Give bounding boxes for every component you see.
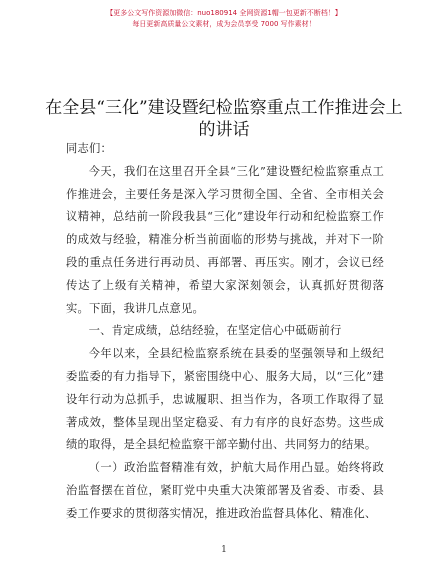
- banner-line-1: 【更多公文写作资源加微信：nuo180914 全网资源1帽一包更新不断档！】: [106, 9, 342, 17]
- salutation: 同志们：: [66, 142, 112, 155]
- page-number: 1: [221, 545, 227, 555]
- paragraph-intro: 今天，我们在这里召开全县“三化”建设暨纪检监察重点工作推进会，主要任务是深入学习贯彻全国、全省、全市相关会议精神，总结前一阶段我县“三化”建设年行动和纪检监察工作的成效与经验，精准分析当前面临的形势与挑战，并对下一阶段的重点任务进行再动员、再部署、再压实。刚才，会议已经传达了上级有关精神，希望大家深刻领会，认真抓好贯彻落实。下面，我讲几点意见。: [66, 164, 384, 315]
- banner-line-2: 每日更新高质量公文素材，成为会员享受 7000 写作素材！: [132, 20, 316, 28]
- section-heading-1: 一、肯定成绩，总结经验，在坚定信心中砥砺前行: [88, 324, 342, 338]
- paragraph-political-supervision: （一）政治监督精准有效，护航大局作用凸显。始终将政治监督摆在首位，紧盯党中央重大决策部署及省委、市委、县委工作要求的贯彻落实情况，推进政治监督具体化、精准化、: [66, 461, 384, 520]
- document-body: [66, 140, 384, 526]
- document-title: 在全县“三化”建设暨纪检监察重点工作推进会上的讲话: [45, 98, 403, 141]
- header-banner: [0, 8, 448, 30]
- paragraph-achievements: 今年以来，全县纪检监察系统在县委的坚强领导和上级纪委监委的有力指导下，紧密围绕中心、服务大局，以“三化”建设年行动为总抓手，忠诚履职、担当作为，各项工作取得了显著成效，整体呈现出坚定稳妥、有力有序的良好态势。这些成绩的取得，是全县纪检监察干部辛勤付出、共同努力的结果。: [66, 347, 384, 452]
